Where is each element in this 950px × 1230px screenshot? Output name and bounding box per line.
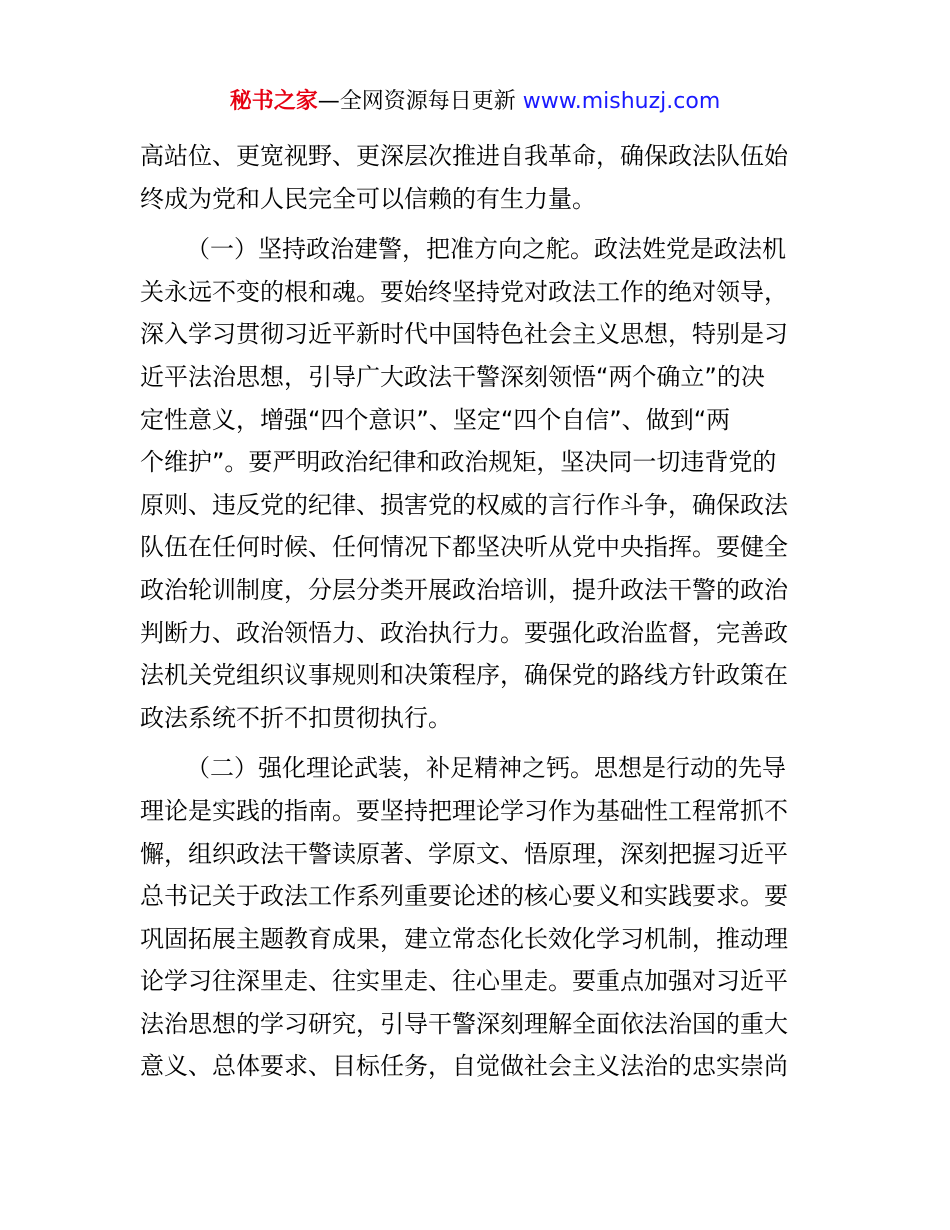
text-line: 个维护”。要严明政治纪律和政治规矩，坚决同一切违背党的 (140, 448, 777, 477)
text-line: 懈，组织政法干警读原著、学原文、悟原理，深刻把握习近平 (140, 839, 788, 868)
text-line: 高站位、更宽视野、更深层次推进自我革命，确保政法队伍始 (140, 142, 788, 170)
paragraph-section-2 (140, 747, 812, 1088)
text-line: （一）坚持政治建警，把准方向之舵。政法姓党是政法机 (186, 235, 786, 264)
text-line: 政法系统不折不扣贯彻执行。 (140, 703, 452, 732)
text-line: 定性意义，增强“四个意识”、坚定“四个自信”、做到“两 (140, 405, 731, 434)
text-line: 意义、总体要求、目标任务，自觉做社会主义法治的忠实崇尚 (140, 1052, 788, 1081)
text-line: 论学习往深里走、往实里走、往心里走。要重点加强对习近平 (140, 967, 788, 996)
brand-name: 秘书之家 (229, 89, 318, 114)
text-line: （二）强化理论武装，补足精神之钙。思想是行动的先导 (186, 754, 786, 783)
text-line: 深入学习贯彻习近平新时代中国特色社会主义思想，特别是习 (140, 320, 788, 349)
text-line: 巩固拓展主题教育成果，建立常态化长效化学习机制，推动理 (140, 924, 788, 953)
header-tagline: —全网资源每日更新 (317, 89, 523, 114)
header-url: www.mishuzj.com (522, 89, 721, 114)
text-line: 理论是实践的指南。要坚持把理论学习作为基础性工程常抓不 (140, 796, 788, 825)
text-line: 近平法治思想，引导广大政法干警深刻领悟“两个确立”的决 (140, 362, 765, 391)
text-line: 法治思想的学习研究，引导干警深刻理解全面依法治国的重大 (140, 1009, 788, 1038)
text-line: 政治轮训制度，分层分类开展政治培训，提升政法干警的政治 (140, 575, 788, 604)
text-line: 队伍在任何时候、任何情况下都坚决听从党中央指挥。要健全 (140, 533, 788, 562)
paragraph-section-1 (140, 228, 812, 739)
document-body (140, 135, 812, 1088)
text-line: 终成为党和人民完全可以信赖的有生力量。 (140, 184, 596, 213)
page-header (0, 86, 950, 118)
text-line: 总书记关于政法工作系列重要论述的核心要义和实践要求。要 (140, 882, 788, 911)
paragraph-continuation (140, 135, 812, 220)
text-line: 关永远不变的根和魂。要始终坚持党对政法工作的绝对领导， (140, 277, 788, 306)
text-line: 法机关党组织议事规则和决策程序，确保党的路线方针政策在 (140, 661, 788, 690)
text-line: 判断力、政治领悟力、政治执行力。要强化政治监督，完善政 (140, 618, 788, 647)
text-line: 原则、违反党的纪律、损害党的权威的言行作斗争，确保政法 (140, 490, 788, 519)
